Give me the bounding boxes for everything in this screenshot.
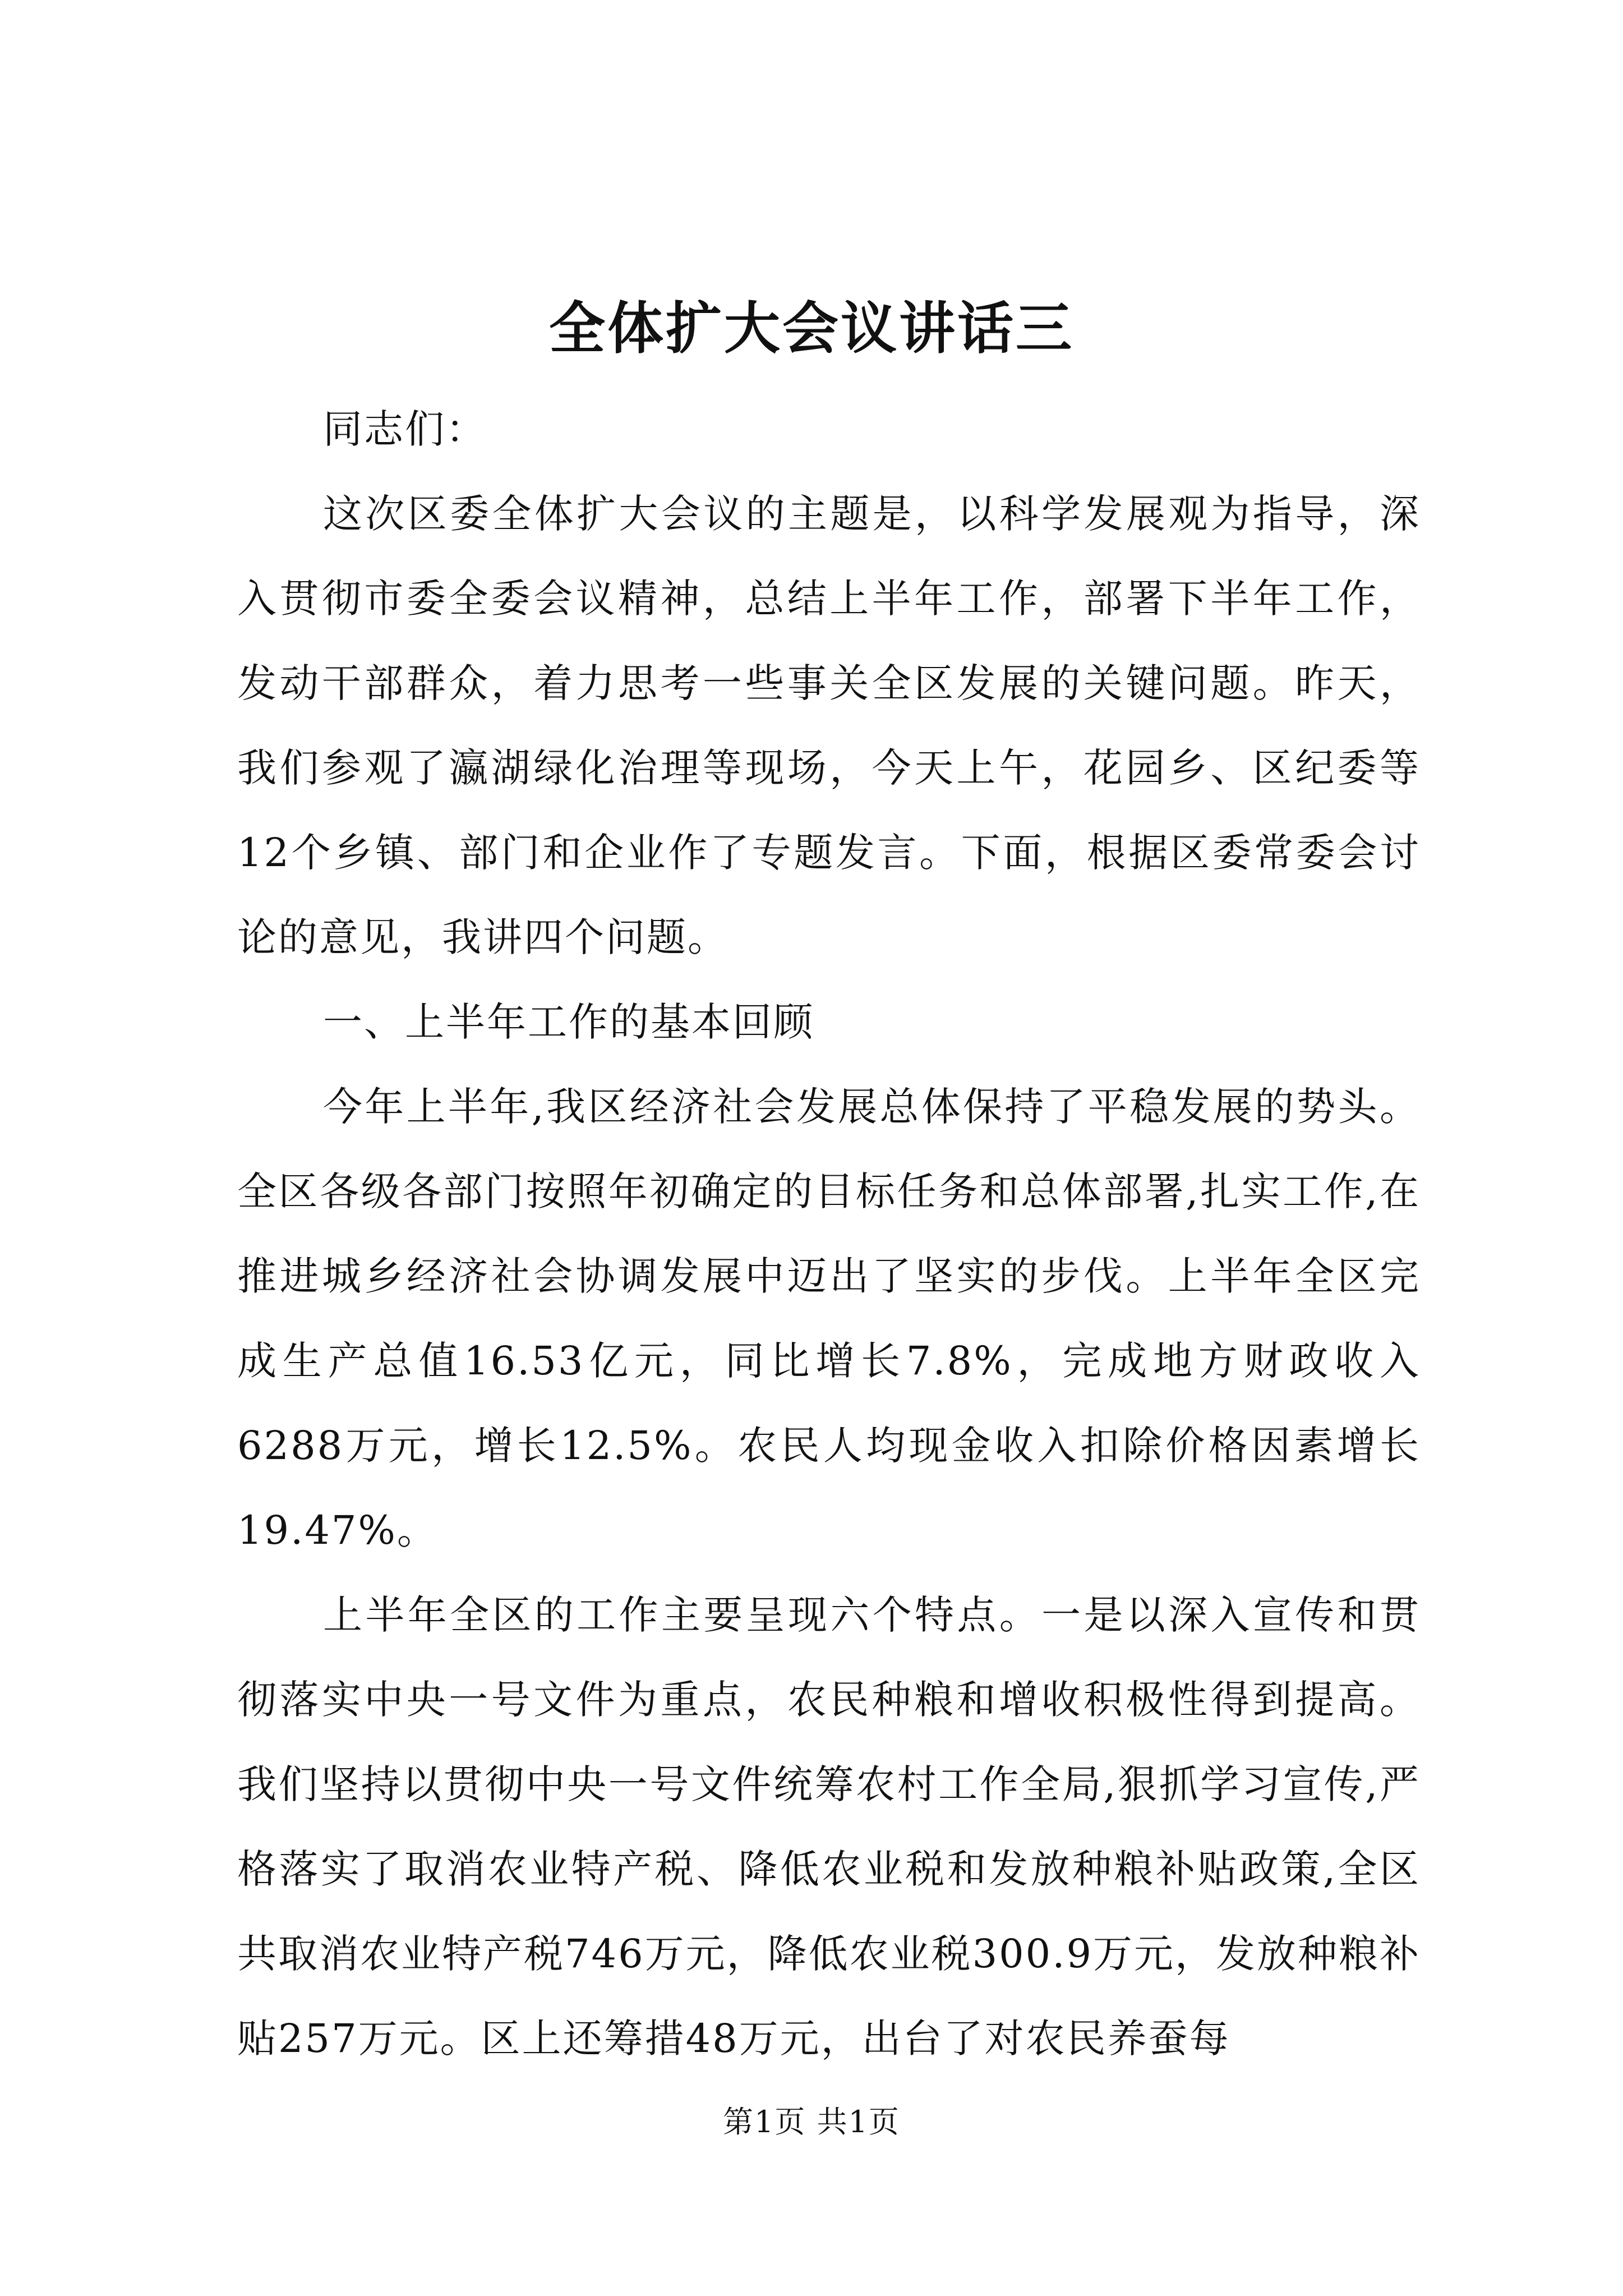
page-footer: 第1页 共1页 xyxy=(723,2104,900,2139)
document-body xyxy=(237,387,1421,2081)
document-title: 全体扩大会议讲话三 xyxy=(549,295,1074,361)
section-heading: 一、上半年工作的基本回顾 xyxy=(323,999,814,1045)
salutation: 同志们： xyxy=(323,406,487,452)
paragraph-features: 上半年全区的工作主要呈现六个特点。一是以深入宣传和贯彻落实中央一号文件为重点，农民种粮和增收积极性得到提高。我们坚持以贯彻中央一号文件统筹农村工作全局,狠抓学习宣传,严格落实了取消农业特产税、降低农业税和发放种粮补贴政策,全区共取消农业特产税746万元，降低农业税300.9万元，发放种粮补贴257万元。区上还筹措48万元，出台了对农民养蚕每 xyxy=(237,1592,1421,2062)
paragraph-intro: 这次区委全体扩大会议的主题是，以科学发展观为指导，深入贯彻市委全委会议精神，总结上半年工作，部署下半年工作，发动干部群众，着力思考一些事关全区发展的关键问题。昨天，我们参观了瀛湖绿化治理等现场，今天上午，花园乡、区纪委等12个乡镇、部门和企业作了专题发言。下面，根据区委常委会讨论的意见，我讲四个问题。 xyxy=(237,491,1421,960)
paragraph-review: 今年上半年,我区经济社会发展总体保持了平稳发展的势头。全区各级各部门按照年初确定的目标任务和总体部署,扎实工作,在推进城乡经济社会协调发展中迈出了坚实的步伐。上半年全区完成生产总值16.53亿元，同比增长7.8%，完成地方财政收入6288万元，增长12.5%。农民人均现金收入扣除价格因素增长19.47%。 xyxy=(237,1084,1421,1553)
